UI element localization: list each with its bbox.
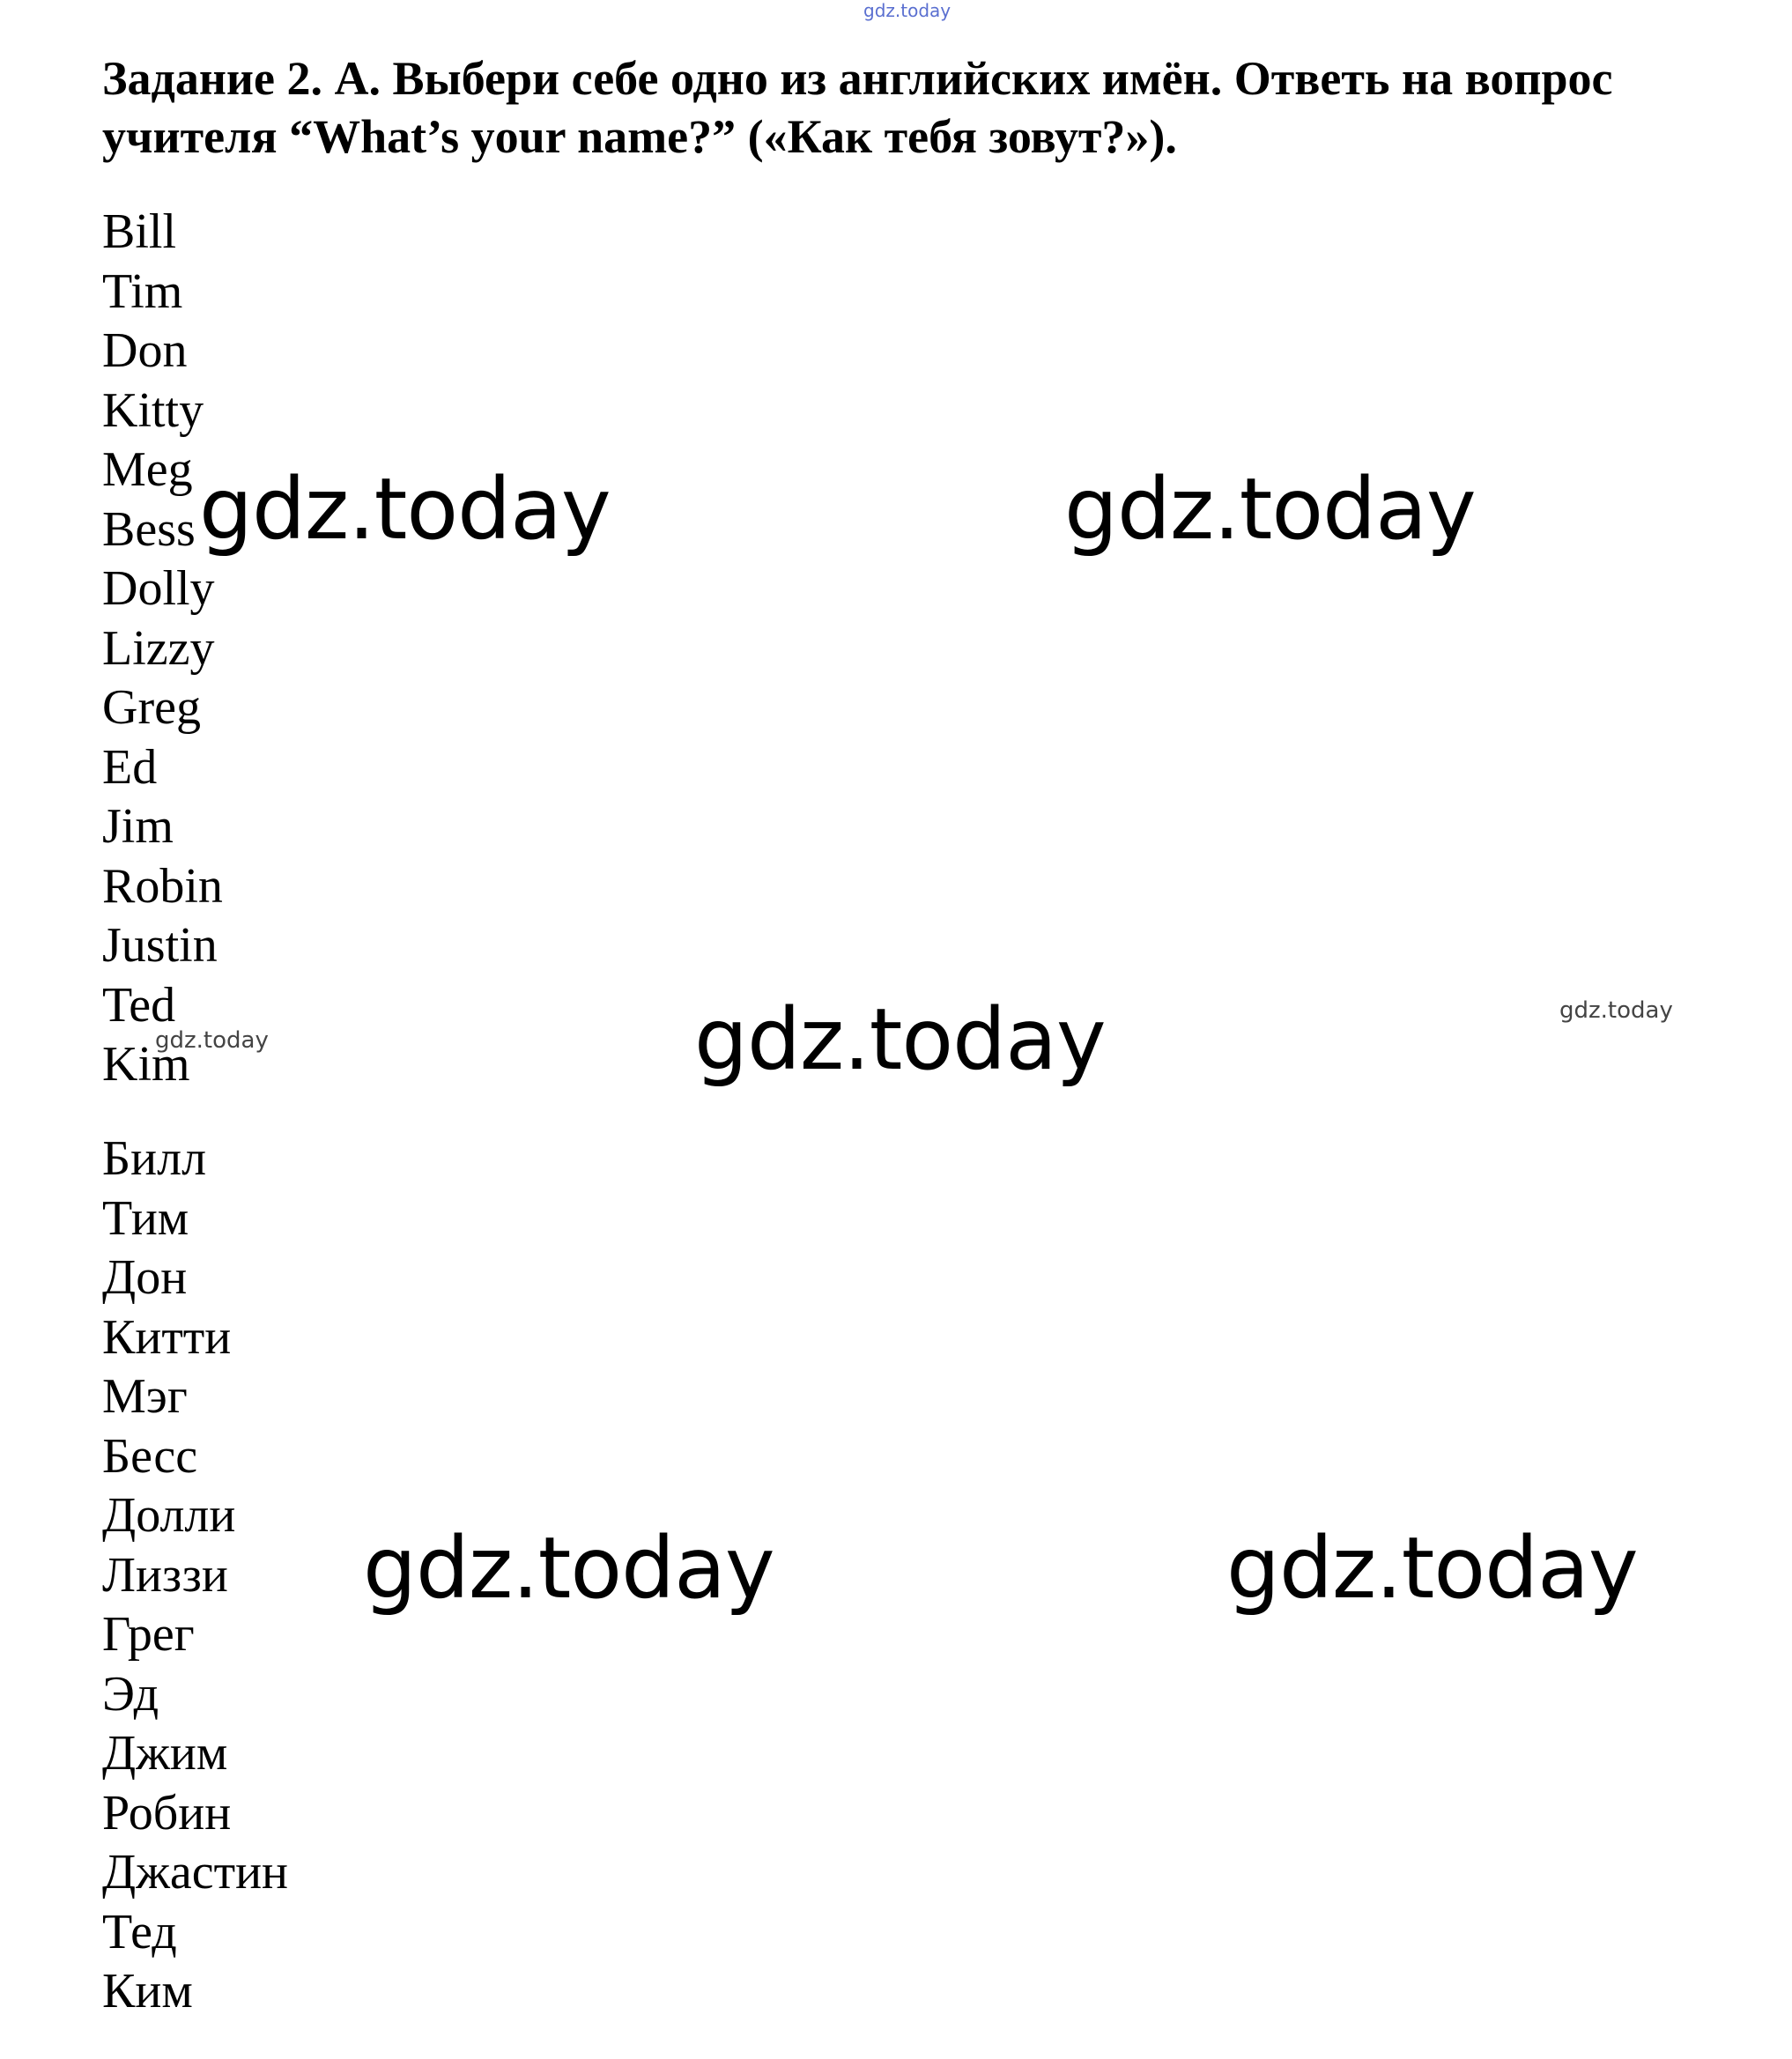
russian-name-item: Тед xyxy=(102,1904,177,1959)
russian-names-list xyxy=(102,1129,288,2022)
task-heading xyxy=(102,49,1776,166)
russian-name-item: Лиззи xyxy=(102,1547,228,1603)
english-name-item: Meg xyxy=(102,442,193,497)
watermark-header-link: gdz.today xyxy=(863,0,952,21)
russian-name-item: Китти xyxy=(102,1309,232,1365)
russian-name-item: Билл xyxy=(102,1131,207,1186)
russian-name-item: Робин xyxy=(102,1785,232,1841)
english-name-item: Ted xyxy=(102,977,176,1033)
russian-name-item: Ким xyxy=(102,1964,193,2018)
watermark: gdz.today xyxy=(1064,460,1476,559)
russian-name-item: Долли xyxy=(102,1488,236,1543)
russian-name-item: Мэг xyxy=(102,1369,188,1424)
english-name-item: Jim xyxy=(102,799,174,854)
watermark: gdz.today xyxy=(1226,1519,1638,1618)
english-name-item: Bess xyxy=(102,501,196,557)
english-name-item: Don xyxy=(102,323,188,378)
russian-name-item: Эд xyxy=(102,1666,159,1722)
watermark: gdz.today xyxy=(694,990,1106,1089)
russian-name-item: Джастин xyxy=(102,1845,289,1900)
english-names-list xyxy=(102,203,223,1095)
watermark: gdz.today xyxy=(199,460,611,559)
english-name-item: Tim xyxy=(102,263,183,319)
english-name-item: Robin xyxy=(102,858,223,914)
task-heading-line-1: Задание 2. А. Выбери себе одно из английских имён. Ответь на вопрос xyxy=(102,52,1613,105)
watermark: gdz.today xyxy=(155,1027,269,1054)
russian-name-item: Грег xyxy=(102,1607,195,1662)
task-heading-line-2: учителя “What’s your name?” («Как тебя зовут?»). xyxy=(102,110,1177,163)
english-name-item: Bill xyxy=(102,204,177,259)
russian-name-item: Тим xyxy=(102,1190,189,1246)
english-name-item: Kim xyxy=(102,1037,190,1092)
watermark: gdz.today xyxy=(363,1519,774,1618)
english-name-item: Ed xyxy=(102,739,158,795)
watermark: gdz.today xyxy=(1559,997,1673,1024)
english-name-item: Kitty xyxy=(102,382,204,438)
russian-name-item: Бесс xyxy=(102,1428,198,1484)
russian-name-item: Дон xyxy=(102,1250,188,1305)
english-name-item: Justin xyxy=(102,918,218,973)
russian-name-item: Джим xyxy=(102,1726,228,1781)
english-name-item: Greg xyxy=(102,680,201,735)
english-name-item: Dolly xyxy=(102,561,215,616)
english-name-item: Lizzy xyxy=(102,620,215,676)
